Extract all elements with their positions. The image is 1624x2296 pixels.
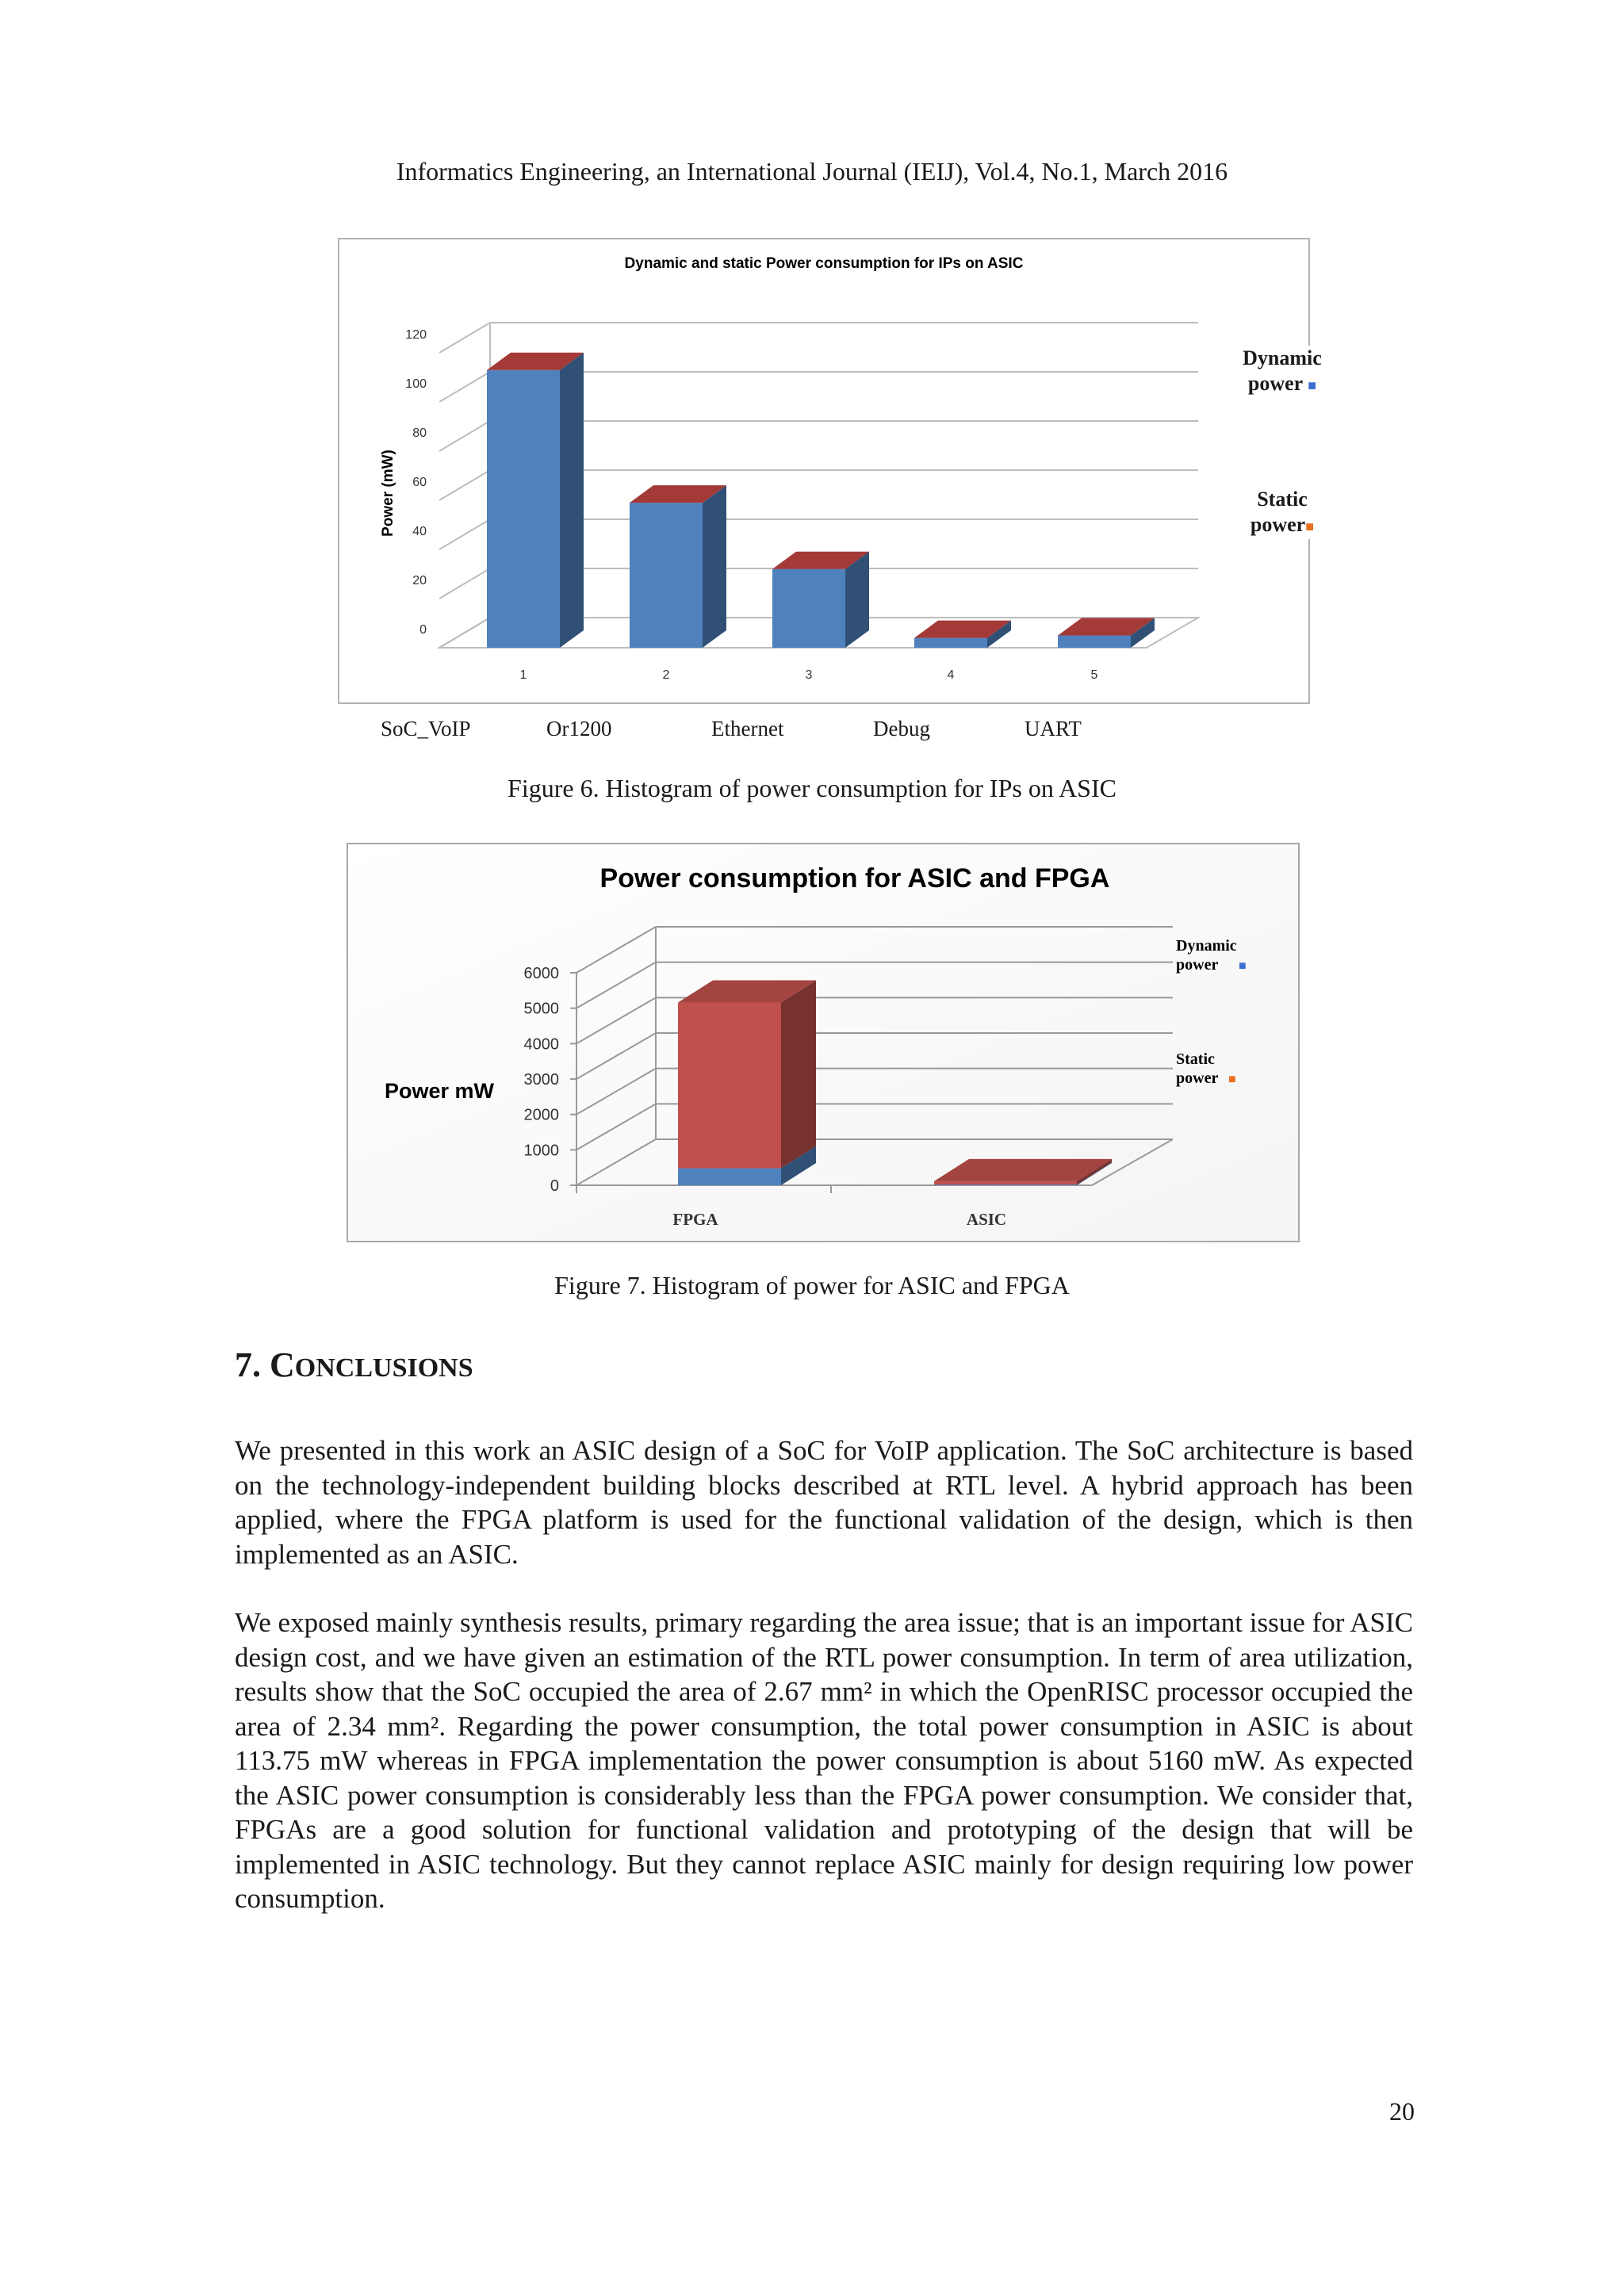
figure-7-svg xyxy=(347,843,1300,1242)
figure-7-caption: Figure 7. Histogram of power for ASIC and FPGA xyxy=(554,1271,1070,1299)
legend-dynamic-line1: Dynamic xyxy=(1176,937,1237,955)
bar-dynamic-1 xyxy=(487,353,584,648)
bar-dynamic-2 xyxy=(630,485,726,648)
running-header: Informatics Engineering, an International Journal (IEIJ), Vol.4, No.1, March 2016 xyxy=(396,157,1228,186)
legend-static-line2: power xyxy=(1250,513,1306,536)
section-heading xyxy=(235,1345,473,1385)
y-tick-label: 5000 xyxy=(523,1000,559,1018)
category-label-uart: UART xyxy=(1025,717,1082,740)
category-label-or1200: Or1200 xyxy=(546,717,612,740)
category-label-ethernet: Ethernet xyxy=(711,717,784,740)
x-tick-label: 3 xyxy=(805,668,813,682)
y-tick-label: 4000 xyxy=(523,1035,559,1054)
chart-frame xyxy=(347,844,1299,1242)
y-tick-label: 0 xyxy=(419,623,427,637)
bar-dynamic-FPGA-front xyxy=(678,1169,781,1185)
legend-static-line2: power xyxy=(1176,1070,1219,1087)
y-tick-label: 20 xyxy=(412,574,427,587)
legend-dynamic-line1: Dynamic xyxy=(1243,346,1322,369)
section-number: 7. xyxy=(235,1345,261,1384)
paragraph-2: We exposed mainly synthesis results, primary regarding the area issue; that is an important issue for ASIC design cost, and we have given an estimation of the RTL power consumption. In term of area utilization, results show that the SoC occupied the area of 2.67 mm² in which the OpenRISC processor occupied the area of 2.34 mm². Regarding the power consumption, the total power consumption in ASIC is about 113.75 mW whereas in FPGA implementation the power consumption is about 5160 mW. As expected the ASIC power consumption is considerably less than the FPGA power consumption. We consider that, FPGAs are a good solution for functional validation and prototyping of the design that will be implemented in ASIC technology. But they cannot replace ASIC mainly for design requiring low power consumption. xyxy=(235,1607,1413,1914)
page-number: 20 xyxy=(1389,2097,1415,2126)
bar-dynamic-ASIC-front xyxy=(934,1184,1077,1185)
x-tick-label: 1 xyxy=(519,668,527,682)
figure-6-caption: Figure 6. Histogram of power consumption for IPs on ASIC xyxy=(508,774,1116,802)
legend-static-marker: ■ xyxy=(1305,519,1315,534)
x-tick-label: 5 xyxy=(1090,668,1098,682)
section-title-first: C xyxy=(270,1345,295,1384)
bar-dynamic-2-front xyxy=(630,503,703,648)
x-tick-label: 4 xyxy=(947,668,955,682)
bar-dynamic-1-front xyxy=(487,370,560,648)
y-tick-label: 60 xyxy=(412,476,427,489)
legend-dynamic xyxy=(1231,346,1334,398)
chart-title: Power consumption for ASIC and FPGA xyxy=(599,863,1110,894)
x-tick-label: 2 xyxy=(662,668,670,682)
legend-dynamic-marker: ■ xyxy=(1308,377,1317,393)
y-tick-label: 1000 xyxy=(523,1142,559,1160)
section-title-rest: ONCLUSIONS xyxy=(294,1353,473,1383)
bar-static-FPGA-front xyxy=(678,1003,781,1169)
y-tick-label: 2000 xyxy=(523,1106,559,1124)
legend-dynamic-marker: ■ xyxy=(1239,959,1247,973)
figure-7-chart xyxy=(347,843,1300,1242)
legend-static-line1: Static xyxy=(1257,488,1308,511)
x-tick-label: FPGA xyxy=(672,1210,718,1229)
category-label-soc-voip: SoC_VoIP xyxy=(381,717,471,740)
bar-static-ASIC-front xyxy=(934,1181,1077,1184)
legend-static-line1: Static xyxy=(1176,1050,1215,1068)
chart-title: Dynamic and static Power consumption for IPs on ASIC xyxy=(624,255,1024,272)
legend-static-marker: ■ xyxy=(1228,1073,1236,1086)
y-tick-label: 40 xyxy=(412,525,427,538)
paragraph-1: We presented in this work an ASIC design of a SoC for VoIP application. The SoC architecture is based on the technology-independent building blocks described at RTL level. A hybrid approach has been applied, where the FPGA platform is used for the functional validation of the design, which is then implemented as an ASIC. xyxy=(235,1435,1413,1570)
bar-dynamic-1-side xyxy=(560,353,584,648)
y-tick-label: 6000 xyxy=(523,965,559,982)
category-label-debug: Debug xyxy=(873,717,930,740)
legend-dynamic-line2: power xyxy=(1247,372,1303,395)
figure-6-svg xyxy=(338,238,1310,704)
y-axis-label: Power mW xyxy=(384,1079,495,1103)
figure-6-legend xyxy=(1231,346,1334,539)
bar-dynamic-3-front xyxy=(772,569,845,648)
legend-static xyxy=(1231,487,1334,539)
x-tick-label: ASIC xyxy=(966,1210,1007,1229)
y-tick-label: 0 xyxy=(550,1177,559,1195)
y-axis-label: Power (mW) xyxy=(380,450,396,537)
y-tick-label: 100 xyxy=(405,377,427,391)
figure-6-chart xyxy=(338,238,1310,704)
y-tick-label: 120 xyxy=(405,328,427,342)
bar-static-FPGA xyxy=(678,981,816,1169)
bar-dynamic-5-front xyxy=(1058,636,1131,649)
y-tick-label: 80 xyxy=(412,427,427,440)
bar-dynamic-2-side xyxy=(703,485,726,648)
bar-dynamic-4-front xyxy=(914,638,987,648)
bar-static-FPGA-side xyxy=(781,981,816,1169)
y-tick-label: 3000 xyxy=(523,1071,559,1089)
legend-dynamic-line2: power xyxy=(1176,956,1219,974)
